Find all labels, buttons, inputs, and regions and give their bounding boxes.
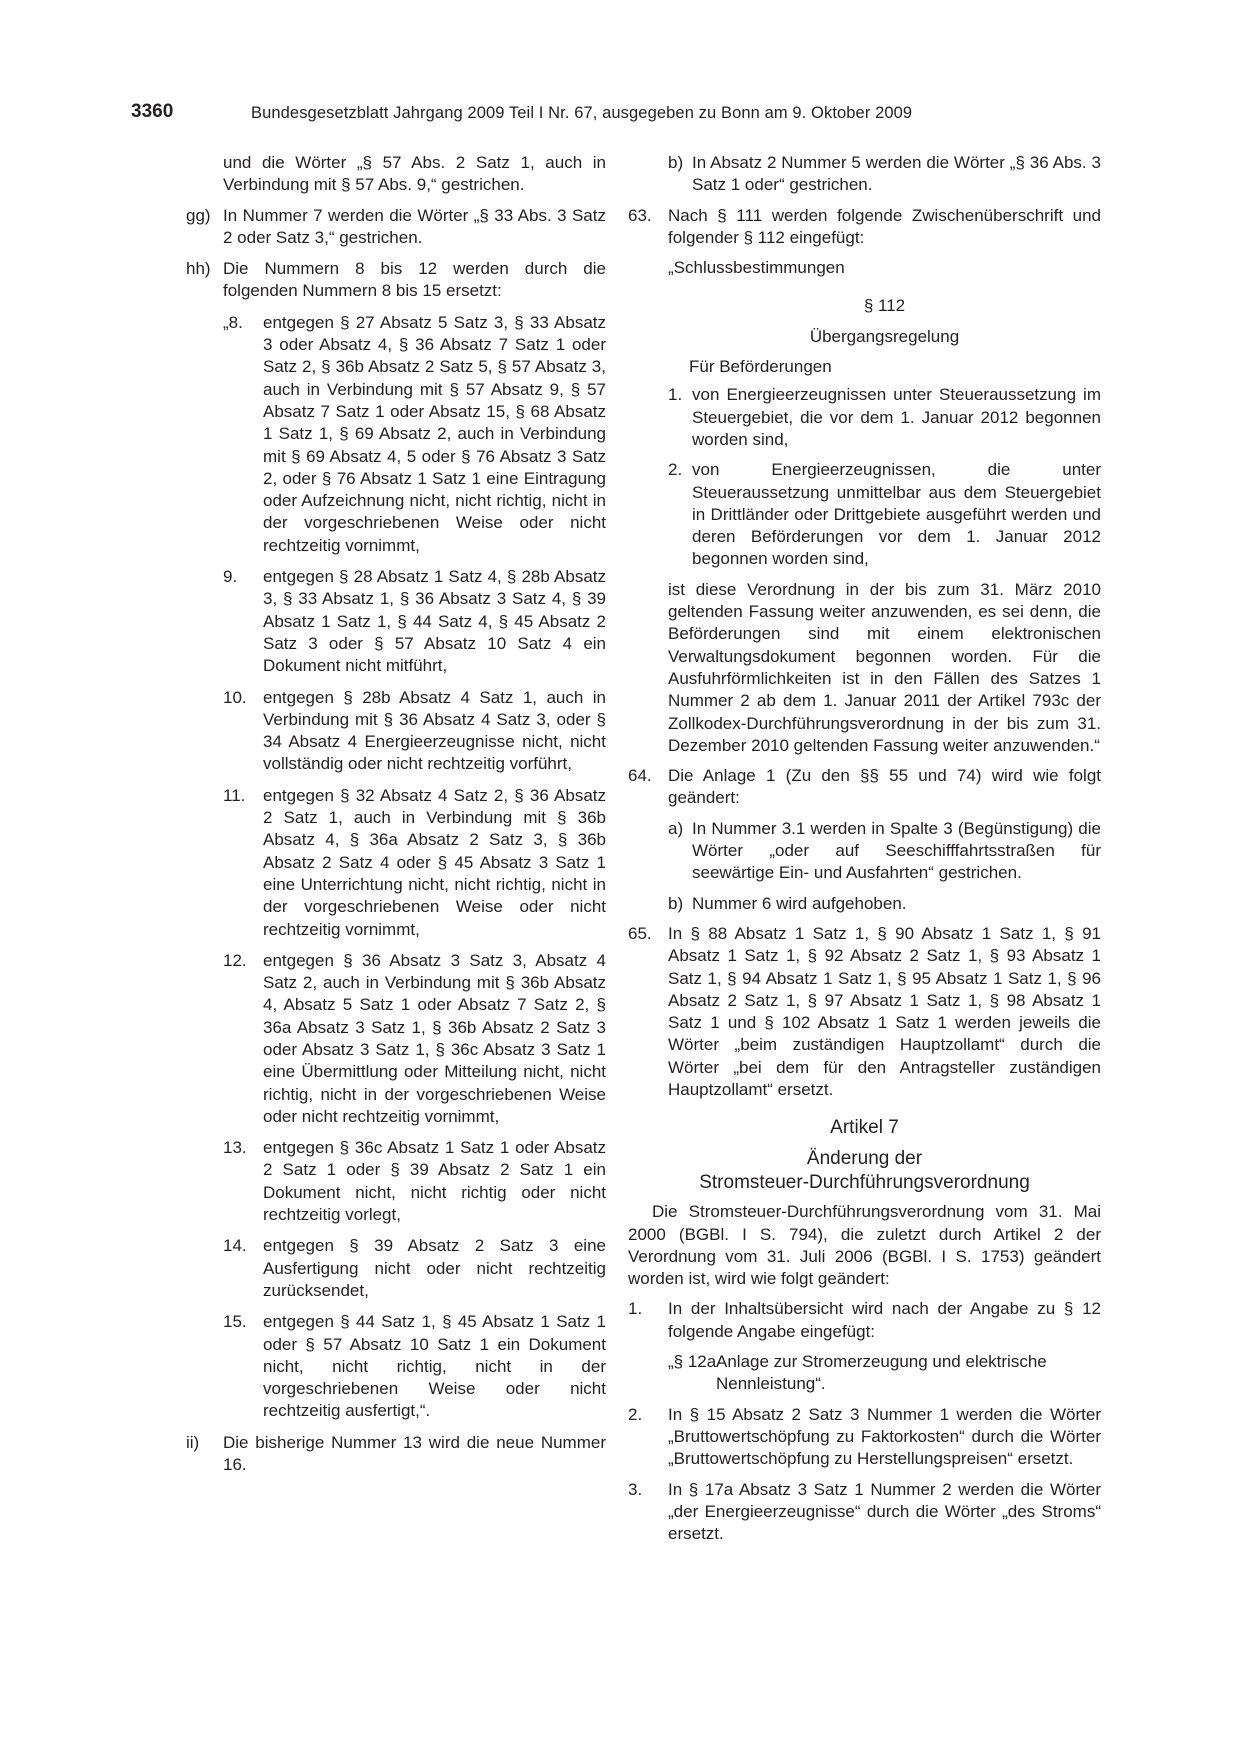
section-number: § 112 <box>863 296 906 316</box>
item-text: Nummer 6 wird aufgehoben. <box>692 893 907 913</box>
article-item-1 <box>628 1298 1101 1343</box>
item-label: „8. <box>223 312 243 332</box>
article-number: Artikel 7 <box>830 1117 899 1139</box>
page-number: 3360 <box>131 101 174 122</box>
item-label: 10. <box>223 687 247 707</box>
item-text: In § 17a Absatz 3 Satz 1 Nummer 2 werden die Wörter „der Energieerzeugnisse“ durch die Wörter „des Stroms“ ersetzt. <box>668 1479 1101 1544</box>
article-item-3 <box>628 1479 1101 1546</box>
amendment-63 <box>628 205 1101 250</box>
item-text: Nach § 111 werden folgende Zwischenüberschrift und folgender § 112 eingefügt: <box>668 205 1101 247</box>
quoted-heading: „Schlussbestimmungen <box>668 258 845 278</box>
item-text: entgegen § 28 Absatz 1 Satz 4, § 28b Absatz 3, § 33 Absatz 1, § 36 Absatz 3 Satz 4, § 39 Absatz 1 Satz 1, § 44 Satz 4, § 45 Absatz 2 Satz 3 oder § 57 Absatz 10 Satz 4 ein Dokument nicht mitführt, <box>263 567 606 676</box>
item-text: In der Inhaltsübersicht wird nach der Angabe zu § 12 folgende Angabe eingefügt: <box>668 1299 1101 1341</box>
section-title: Übergangsregelung <box>809 326 960 346</box>
amendment-b-top <box>628 152 1101 197</box>
item-label: 2. <box>668 460 683 480</box>
numbered-item-9 <box>186 566 606 677</box>
item-text: entgegen § 36c Absatz 1 Satz 1 oder Absatz 2 Satz 1 oder § 39 Absatz 2 Satz 1 ein Dokument nicht, nicht richtig oder nicht rechtzeitig vorlegt, <box>263 1138 606 1225</box>
numbered-item-8 <box>186 312 606 557</box>
amendment-ii <box>186 1432 606 1477</box>
section-intro: Für Beförderungen <box>689 357 832 377</box>
item-text: In § 15 Absatz 2 Satz 3 Nummer 1 werden die Wörter „Bruttowertschöpfung zu Faktorkosten“ durch die Wörter „Bruttowertschöpfung zu Herstellungspreisen“ ersetzt. <box>668 1404 1101 1469</box>
item-label: 3. <box>628 1479 643 1499</box>
item-label: b) <box>668 893 684 913</box>
item-text: entgegen § 39 Absatz 2 Satz 3 eine Ausfertigung nicht oder nicht rechtzeitig zurücksendet, <box>263 1236 606 1300</box>
amendment-gg <box>186 205 606 250</box>
item-label: ii) <box>186 1432 200 1452</box>
item-text: entgegen § 32 Absatz 4 Satz 2, § 36 Absatz 2 Satz 1, auch in Verbindung mit § 36b Absatz 4, § 36a Absatz 2 Satz 3, § 36b Absatz 2 Satz 4 oder § 45 Absatz 3 Satz 1 eine Unterrichtung nicht, nicht richtig, nicht in der vorgeschriebenen Weise oder nicht rechtzeitig vornimmt, <box>263 785 606 939</box>
item-label: „§ 12a <box>668 1352 717 1372</box>
inserted-entry <box>628 1351 1101 1396</box>
item-text: Anlage zur Stromerzeugung und elektrische Nennleistung“. <box>716 1352 1047 1394</box>
item-label: 63. <box>628 205 652 225</box>
item-label: a) <box>668 818 684 838</box>
item-text: In Nummer 7 werden die Wörter „§ 33 Abs. 3 Satz 2 oder Satz 3,“ gestrichen. <box>223 205 606 247</box>
item-text: entgegen § 36 Absatz 3 Satz 3, Absatz 4 Satz 2, auch in Verbindung mit § 36b Absatz 4, Absatz 5 Satz 1 oder Absatz 7 Satz 2, § 36a Absatz 3 Satz 1, § 36b Absatz 2 Satz 3 oder Absatz 3 Satz 1, § 36c Absatz 3 Satz 1 eine Übermittlung oder Mitteilung nicht, nicht richtig, nicht in der vorgeschriebenen Weise oder nicht rechtzeitig vornimmt, <box>263 950 606 1126</box>
item-text: In Absatz 2 Nummer 5 werden die Wörter „§ 36 Abs. 3 Satz 1 oder“ gestrichen. <box>692 153 1101 195</box>
article-item-2 <box>628 1404 1101 1471</box>
item-text: In § 88 Absatz 1 Satz 1, § 90 Absatz 1 Satz 1, § 91 Absatz 1 Satz 1, § 92 Absatz 2 Satz 1, § 93 Absatz 1 Satz 1, § 94 Absatz 1 Satz 1, § 95 Absatz 1 Satz 1, § 96 Absatz 2 Satz 1, § 97 Absatz 1 Satz 1, § 98 Absatz 1 Satz 1 und § 102 Absatz 1 Satz 1 werden jeweils die Wörter „beim zuständigen Hauptzollamt“ durch die Wörter „bei dem für den Antragsteller zuständigen Hauptzollamt“ ersetzt. <box>668 923 1101 1099</box>
numbered-item-12 <box>186 950 606 1128</box>
item-label: hh) <box>186 259 211 279</box>
numbered-item-11 <box>186 785 606 941</box>
amendment-64 <box>628 765 1101 810</box>
item-label: 2. <box>628 1404 643 1424</box>
numbered-item-13 <box>186 1137 606 1226</box>
numbered-item-14 <box>186 1235 606 1302</box>
item-text: entgegen § 44 Satz 1, § 45 Absatz 1 Satz 1 oder § 57 Absatz 10 Satz 1 ein Dokument nicht, nicht richtig, nicht in der vorgeschriebenen Weise oder nicht rechtzeitig ausfertigt,“. <box>263 1312 606 1421</box>
item-label: 11. <box>223 785 246 805</box>
item-text: In Nummer 3.1 werden in Spalte 3 (Begünstigung) die Wörter „oder auf Seeschifffahrtsstraßen für seewärtige Ein- und Ausfahrten“ gestrichen. <box>692 818 1101 883</box>
closing-paragraph: ist diese Verordnung in der bis zum 31. März 2010 geltenden Fassung weiter anzuwenden, es sei denn, die Beförderungen sind mit einem elektronischen Verwaltungsdokument begonnen worden. Für die Ausfuhrförmlichkeiten ist in den Fällen des Satzes 1 Nummer 2 ab dem 1. Januar 2011 der Artikel 793c der Zollkodex-Durchführungsverordnung in der bis zum 31. Dezember 2010 geltenden Fassung weiter anzuwenden.“ <box>668 579 1101 755</box>
article-title-line-2: Stromsteuer-Durchführungsverordnung <box>699 1172 1030 1194</box>
amendment-64a <box>628 818 1101 885</box>
item-label: 1. <box>668 385 683 405</box>
item-label: 65. <box>628 923 652 943</box>
item-text: entgegen § 28b Absatz 4 Satz 1, auch in Verbindung mit § 36 Absatz 4 Satz 3, oder § 34 Absatz 4 Energieerzeugnisse nicht, nicht vollständig oder nicht rechtzeitig vorführt, <box>263 687 606 774</box>
item-label: 14. <box>223 1236 247 1256</box>
item-label: gg) <box>186 205 211 225</box>
continuation-text: und die Wörter „§ 57 Abs. 2 Satz 1, auch in Verbindung mit § 57 Abs. 9,“ gestrichen. <box>223 153 606 195</box>
provision-item-2 <box>628 459 1101 570</box>
item-label: 12. <box>223 950 247 970</box>
page-header <box>131 101 1101 125</box>
numbered-item-15 <box>186 1311 606 1422</box>
item-text: Die Nummern 8 bis 12 werden durch die folgenden Nummern 8 bis 15 ersetzt: <box>223 259 606 301</box>
item-label: 15. <box>223 1312 247 1332</box>
item-label: 13. <box>223 1138 247 1158</box>
provision-item-1 <box>628 384 1101 451</box>
amendment-65 <box>628 923 1101 1101</box>
amendment-64b <box>628 893 1101 915</box>
right-column <box>628 152 1101 1553</box>
item-text: von Energieerzeugnissen, die unter Steueraussetzung unmittelbar aus dem Steuergebiet in Drittländer oder Drittgebiete ausgeführt werden und deren Beförderungen vor dem 1. Januar 2012 begonnen worden sind, <box>692 460 1101 569</box>
item-text: Die Anlage 1 (Zu den §§ 55 und 74) wird wie folgt geändert: <box>668 766 1101 808</box>
item-label: 9. <box>223 567 238 587</box>
left-column <box>186 152 606 1485</box>
running-head: Bundesgesetzblatt Jahrgang 2009 Teil I Nr. 67, ausgegeben zu Bonn am 9. Oktober 2009 <box>251 104 913 122</box>
numbered-item-10 <box>186 687 606 776</box>
item-text: von Energieerzeugnissen unter Steueraussetzung im Steuergebiet, die vor dem 1. Januar 2012 begonnen worden sind, <box>692 385 1101 449</box>
item-text: Die bisherige Nummer 13 wird die neue Nummer 16. <box>223 1432 606 1475</box>
item-label: b) <box>668 153 684 172</box>
article-title-line-1: Änderung der <box>806 1148 923 1170</box>
article-intro: Die Stromsteuer-Durchführungsverordnung vom 31. Mai 2000 (BGBl. I S. 794), die zuletzt durch Artikel 2 der Verordnung vom 31. Juli 2006 (BGBl. I S. 1753) geändert worden ist, wird wie folgt geändert: <box>628 1202 1101 1289</box>
item-text: entgegen § 27 Absatz 5 Satz 3, § 33 Absatz 3 oder Absatz 4, § 36 Absatz 7 Satz 1 oder Satz 2, § 36b Absatz 2 Satz 5, § 57 Absatz 3, auch in Verbindung mit § 57 Absatz 9, § 57 Absatz 7 Satz 1 oder Absatz 15, § 68 Absatz 1 Satz 1, § 69 Absatz 2, auch in Verbindung mit § 69 Absatz 4, 5 oder § 76 Absatz 3 Satz 2, oder § 76 Absatz 1 Satz 1 eine Eintragung oder Aufzeichnung nicht, nicht richtig, nicht in der vorgeschriebenen Weise oder nicht rechtzeitig vornimmt, <box>263 312 606 555</box>
item-label: 1. <box>628 1299 643 1319</box>
item-label: 64. <box>628 766 652 786</box>
amendment-hh <box>186 258 606 303</box>
